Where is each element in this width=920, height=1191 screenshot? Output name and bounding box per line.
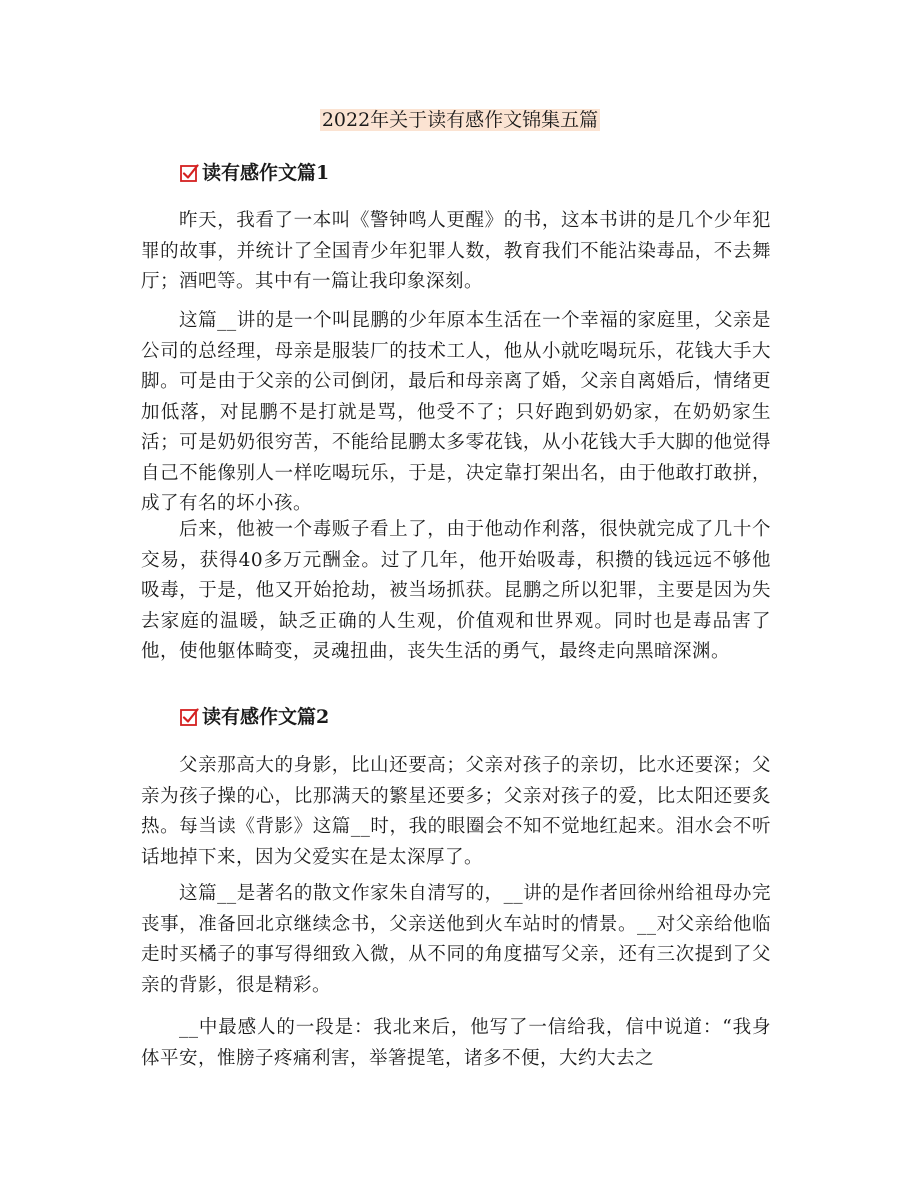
section-heading-2 xyxy=(180,703,329,731)
checkbox-checked-icon xyxy=(180,164,199,183)
paragraph: 这篇__是著名的散文作家朱自清写的，__讲的是作者回徐州给祖母办完丧事，准备回北京继续念书，父亲送他到火车站时的情景。__对父亲给他临走时买橘子的事写得细致入微，从不同的角度描写父亲，还有三次提到了父亲的背影，很是精彩。 xyxy=(141,883,771,996)
document-title-text: 2022年关于读有感作文锦集五篇 xyxy=(321,109,599,131)
section-heading-text: 读有感作文篇2 xyxy=(202,706,330,728)
paragraph: 这篇__讲的是一个叫昆鹏的少年原本生活在一个幸福的家庭里，父亲是公司的总经理，母亲是服装厂的技术工人，他从小就吃喝玩乐，花钱大手大脚。可是由于父亲的公司倒闭，最后和母亲离了婚，父亲自离婚后，情绪更加低落，对昆鹏不是打就是骂，他受不了；只好跑到奶奶家，在奶奶家生活；可是奶奶很穷苦，不能给昆鹏太多零花钱，从小花钱大手大脚的他觉得自己不能像别人一样吃喝玩乐，于是，决定靠打架出名，由于他敢打敢拼，成了有名的坏小孩。 xyxy=(141,310,771,514)
section-heading-text: 读有感作文篇1 xyxy=(202,162,330,184)
document-title xyxy=(0,106,920,134)
paragraph: 昨天，我看了一本叫《警钟鸣人更醒》的书，这本书讲的是几个少年犯罪的故事，并统计了全国青少年犯罪人数，教育我们不能沾染毒品，不去舞厅；酒吧等。其中有一篇让我印象深刻。 xyxy=(141,210,771,292)
paragraph: __中最感人的一段是：我北来后，他写了一信给我，信中说道：“我身体平安，惟膀子疼痛利害，举箸提笔，诸多不便，大约大去之 xyxy=(141,1017,771,1069)
paragraph: 后来，他被一个毒贩子看上了，由于他动作利落，很快就完成了几十个交易，获得40多万元酬金。过了几年，他开始吸毒，积攒的钱远远不够他吸毒，于是，他又开始抢劫，被当场抓获。昆鹏之所以犯罪，主要是因为失去家庭的温暖，缺乏正确的人生观，价值观和世界观。同时也是毒品害了他，使他躯体畸变，灵魂扭曲，丧失生活的勇气，最终走向黑暗深渊。 xyxy=(141,519,771,662)
paragraph: 父亲那高大的身影，比山还要高；父亲对孩子的亲切，比水还要深；父亲为孩子操的心，比那满天的繁星还要多；父亲对孩子的爱，比太阳还要炙热。每当读《背影》这篇__时，我的眼圈会不知不觉地红起来。泪水会不听话地掉下来，因为父爱实在是太深厚了。 xyxy=(141,755,771,868)
checkbox-checked-icon xyxy=(180,708,199,727)
section-heading-1 xyxy=(180,159,329,187)
